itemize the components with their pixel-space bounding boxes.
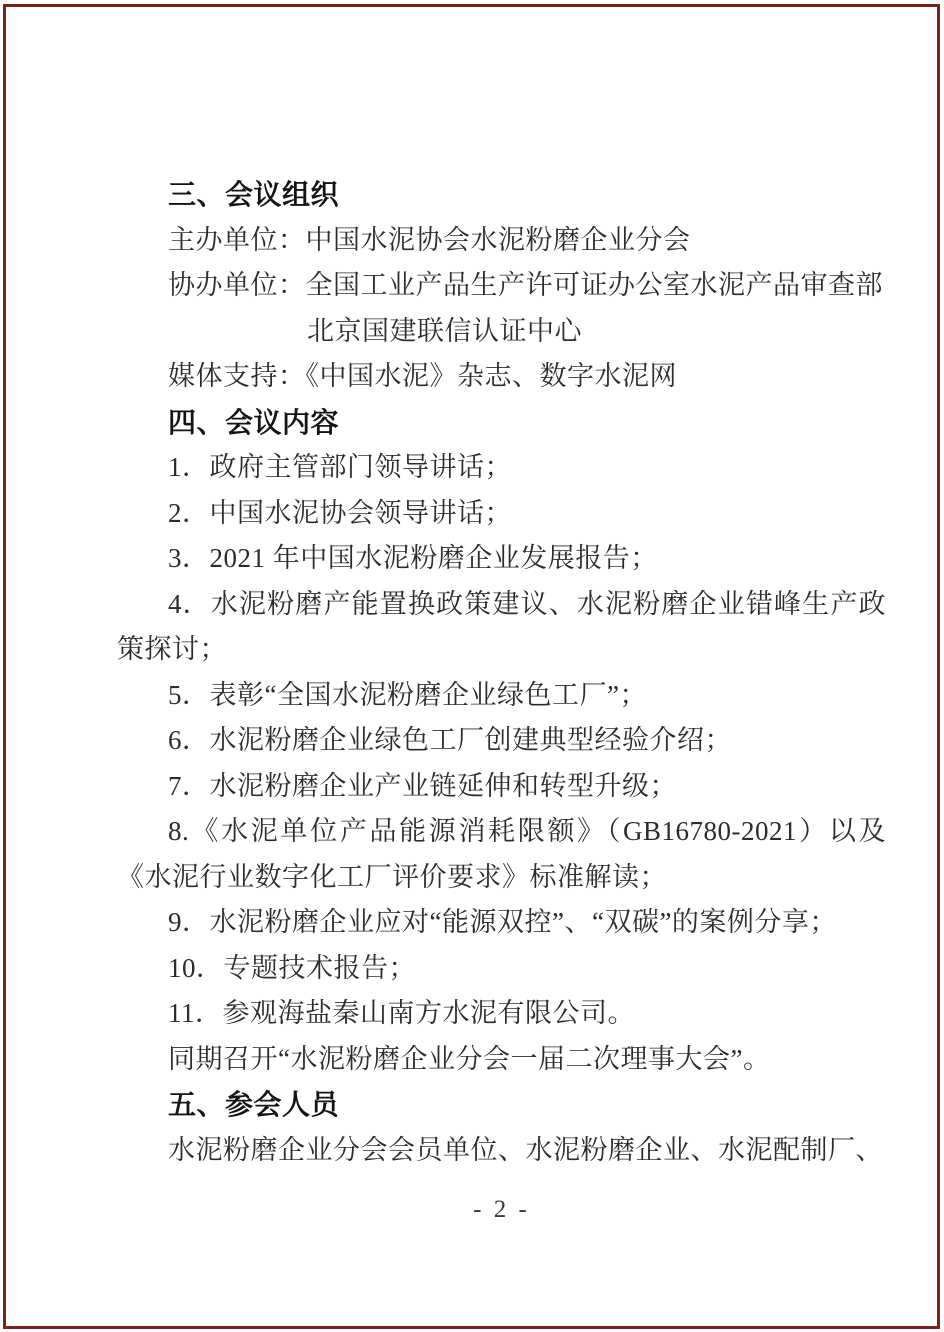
co-organizer-label: 协办单位： [168,270,306,300]
co-organizer-value-line2: 北京国建联信认证中心 [307,315,582,346]
agenda-item-4: 4．水泥粉磨产能置换政策建议、水泥粉磨企业错峰生产政策探讨； [117,588,886,664]
agenda-item-1: 1．政府主管部门领导讲话； [168,452,512,482]
agenda-item-6: 6．水泥粉磨企业绿色工厂创建典型经验介绍； [168,725,732,755]
agenda-item-11: 11．参观海盐秦山南方水泥有限公司。 [168,998,635,1028]
page-number: - 2 - [473,1196,530,1223]
media-support-row [117,354,886,400]
agenda-item-8: 8.《水泥单位产品能源消耗限额》（GB16780-2021）以及《水泥行业数字化工厂评价要求》标准解读； [117,816,886,892]
participants-paragraph: 水泥粉磨企业分会会员单位、水泥粉磨企业、水泥配制厂、 [168,1134,883,1165]
agenda-item-2: 2．中国水泥协会领导讲话； [168,497,512,528]
organizer-row [117,218,886,264]
agenda-item-9: 9．水泥粉磨企业应对“能源双控”、“双碳”的案例分享； [168,907,837,937]
agenda-item-7: 7．水泥粉磨企业产业链延伸和转型升级； [168,770,677,801]
media-support-label: 媒体支持： [168,361,306,391]
media-support-value: 《中国水泥》杂志、数字水泥网 [305,361,677,391]
co-organizer-row [117,263,886,354]
section-heading-meeting-organization: 三、会议组织 [168,179,340,210]
organizer-value: 中国水泥协会水泥粉磨企业分会 [305,224,691,255]
agenda-item-3: 3．2021 年中国水泥粉磨企业发展报告； [168,543,658,573]
section-heading-participants: 五、参会人员 [168,1089,340,1120]
agenda-item-5: 5．表彰“全国水泥粉磨企业绿色工厂”； [168,679,647,710]
section-heading-meeting-content: 四、会议内容 [168,406,340,438]
concurrent-meeting-note: 同期召开“水泥粉磨企业分会一届二次理事大会”。 [168,1043,771,1074]
agenda-item-10: 10．专题技术报告； [168,952,416,983]
co-organizer-value-line1: 全国工业产品生产许可证办公室水泥产品审查部 [305,270,883,300]
organizer-label: 主办单位： [168,224,306,255]
